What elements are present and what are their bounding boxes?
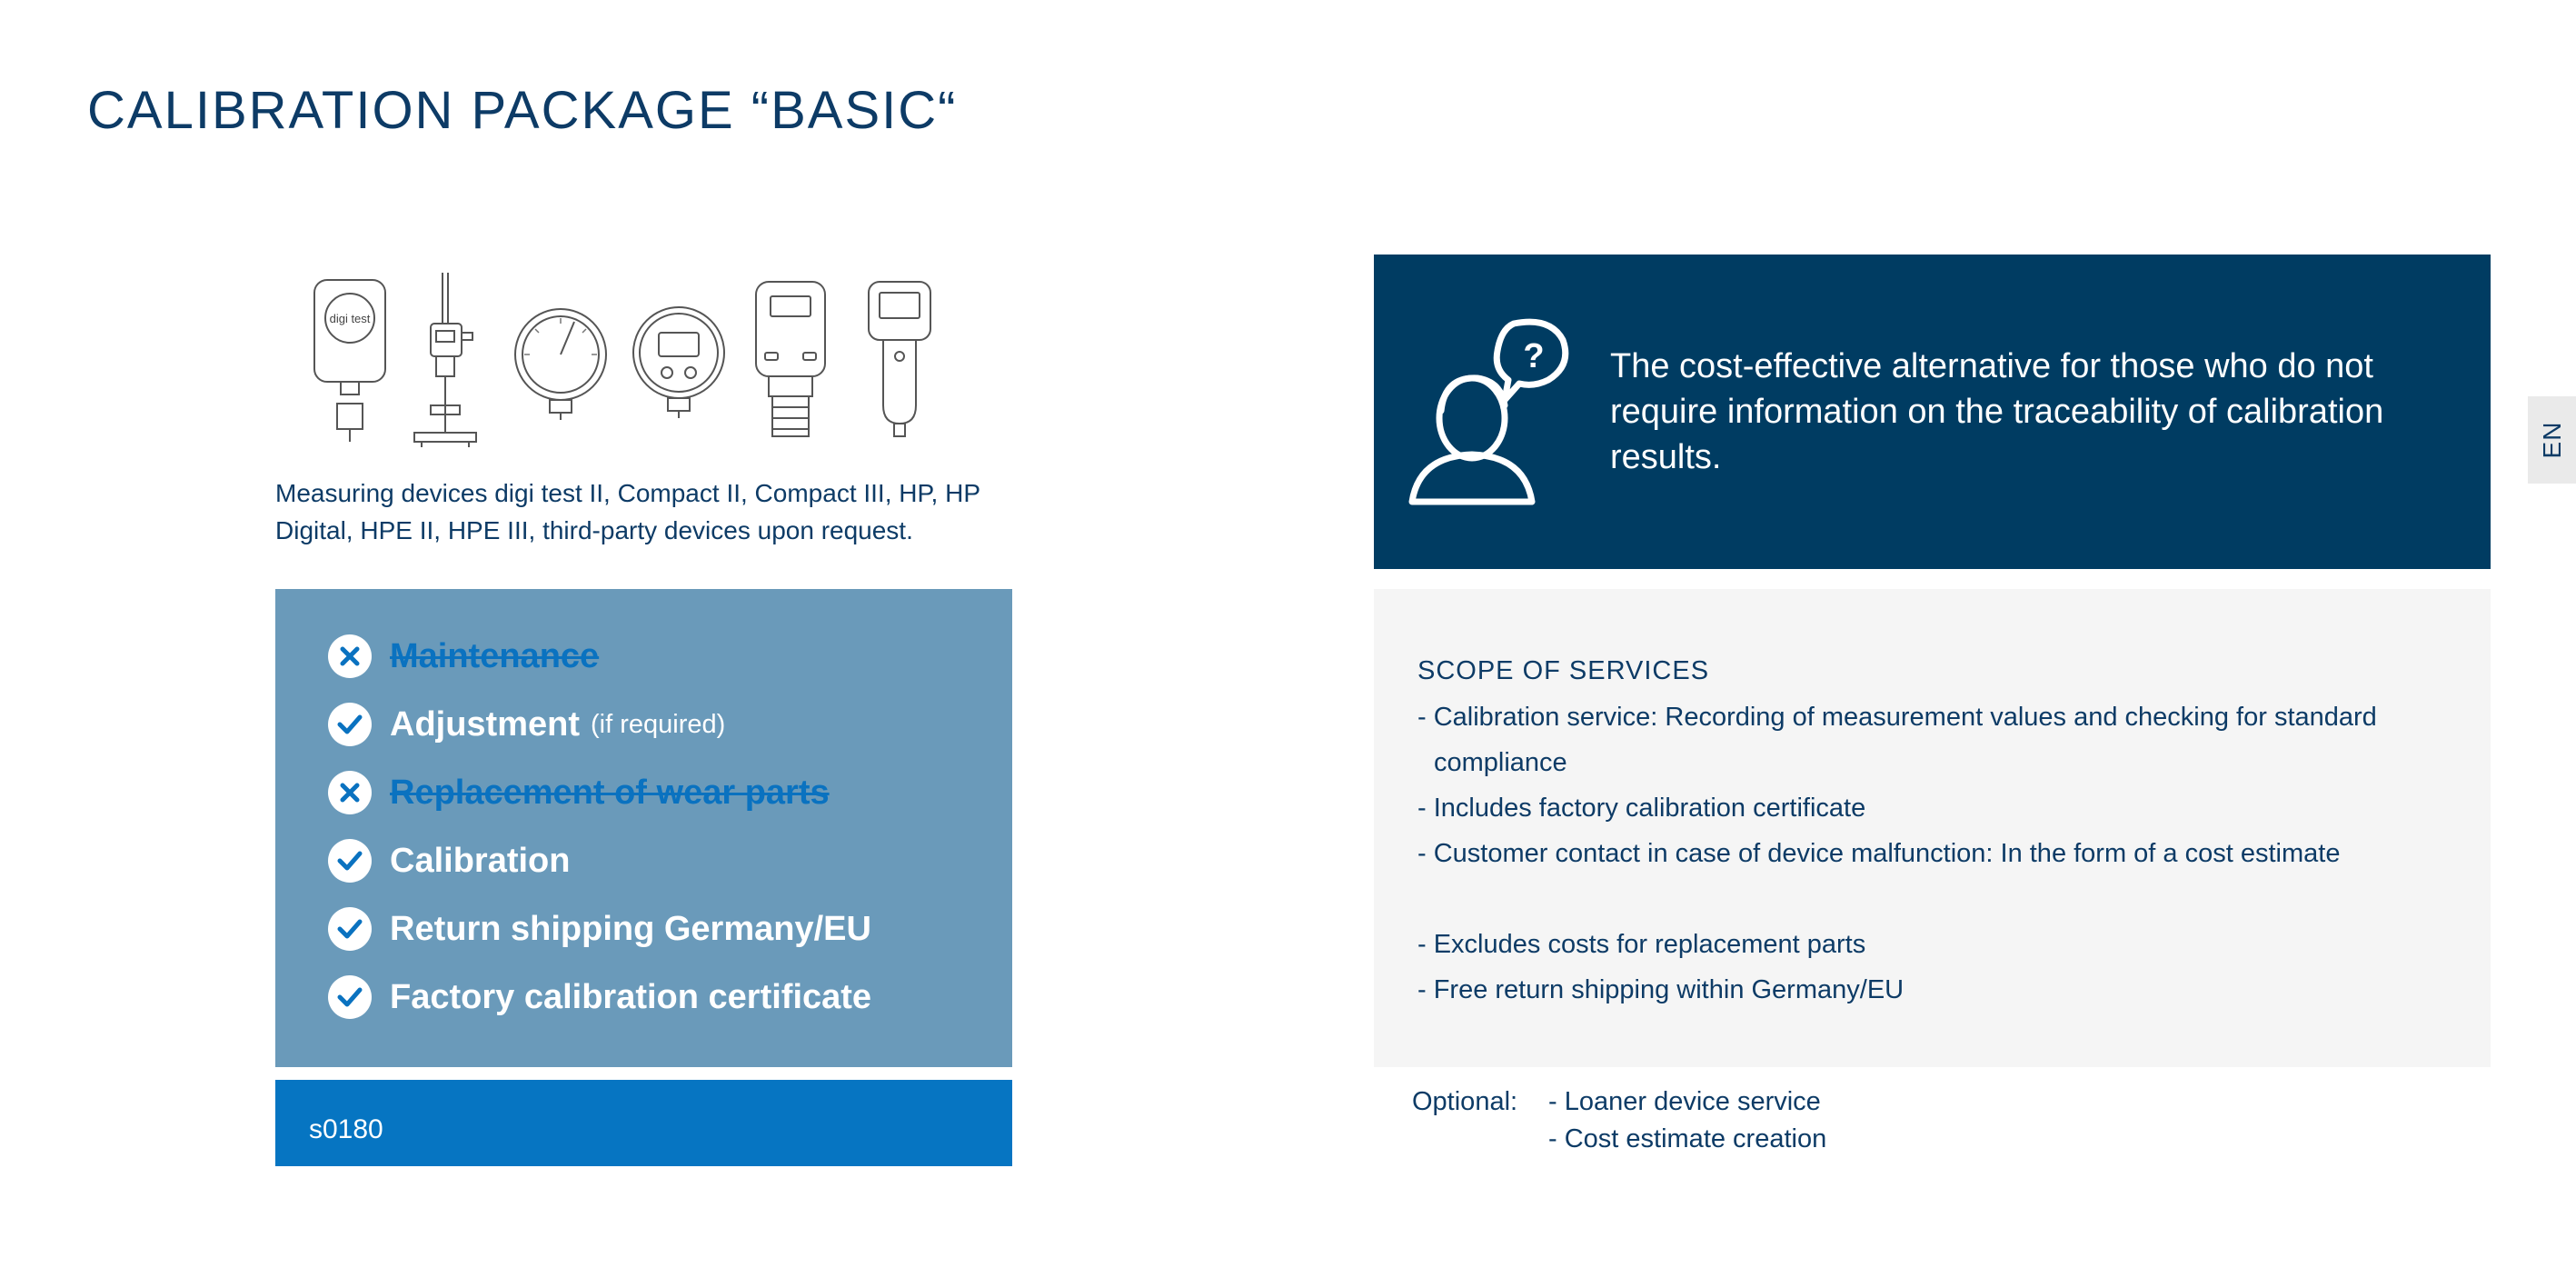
feature-label: Factory calibration certificate	[390, 977, 872, 1016]
tagline-box	[1374, 255, 2491, 569]
optional-item: - Loaner device service	[1548, 1087, 1821, 1116]
scope-item: - Includes factory calibration certificate	[1417, 794, 1866, 823]
feature-label: Maintenance	[390, 636, 600, 675]
digi-test-label: digi test	[329, 312, 371, 325]
scope-item: - Calibration service: Recording of measurement values and checking for standard compliance	[1417, 703, 2377, 777]
feature-label: Replacement of wear parts	[390, 773, 830, 812]
feature-label: Return shipping Germany/EU	[390, 909, 871, 948]
scope-item: - Free return shipping within Germany/EU	[1417, 975, 1905, 1004]
digital-gauge-device-icon	[629, 269, 729, 447]
scope-title: SCOPE OF SERVICES	[1417, 656, 1710, 685]
article-code-box	[275, 1080, 1012, 1166]
checkmark-icon	[328, 907, 372, 951]
scope-list	[1417, 694, 2462, 1013]
page-title: CALIBRATION PACKAGE “BASIC“	[87, 81, 958, 140]
compact-stand-device-icon	[409, 269, 491, 447]
checkmark-icon	[328, 703, 372, 746]
feature-factory-calibration-certificate	[328, 970, 871, 1024]
devices-description: Measuring devices digi test II, Compact II, Compact III, HP, HP Digital, HPE II, HPE III, third-party devices upon request.	[275, 479, 980, 544]
feature-suffix: (if required)	[591, 709, 726, 739]
checkmark-icon	[328, 975, 372, 1019]
hpe-device-icon	[747, 269, 834, 447]
svg-text:?: ?	[1523, 337, 1545, 375]
feature-replacement-of-wear-parts	[328, 765, 830, 820]
optional-items	[1548, 1083, 1826, 1158]
feature-label: Adjustment	[390, 704, 580, 744]
scope-item: - Customer contact in case of device malfunction: In the form of a cost estimate	[1417, 839, 2341, 868]
optional-label: Optional:	[1412, 1087, 1518, 1116]
tagline-text: The cost-effective alternative for those who do not require information on the traceability of calibration results.	[1610, 347, 2384, 476]
scope-of-services-panel	[1374, 589, 2491, 1067]
device-illustrations	[300, 269, 954, 447]
feature-maintenance	[328, 629, 599, 684]
feature-list	[275, 589, 1012, 1067]
person-question-icon	[1407, 313, 1597, 513]
language-label: EN	[2537, 421, 2566, 459]
article-code: s0180	[309, 1114, 383, 1144]
cross-icon	[328, 771, 372, 814]
feature-adjustment	[328, 697, 725, 752]
feature-label: Calibration	[390, 841, 571, 880]
feature-calibration	[328, 834, 570, 888]
language-tab[interactable]	[2528, 396, 2576, 484]
optional-item: - Cost estimate creation	[1548, 1124, 1827, 1153]
feature-return-shipping	[328, 902, 871, 956]
checkmark-icon	[328, 839, 372, 883]
analog-gauge-device-icon	[511, 269, 611, 447]
scope-item: - Excludes costs for replacement parts	[1417, 930, 1866, 959]
cross-icon	[328, 634, 372, 678]
digi-test-device-icon	[307, 269, 394, 447]
hpe-iii-device-icon	[856, 269, 943, 447]
